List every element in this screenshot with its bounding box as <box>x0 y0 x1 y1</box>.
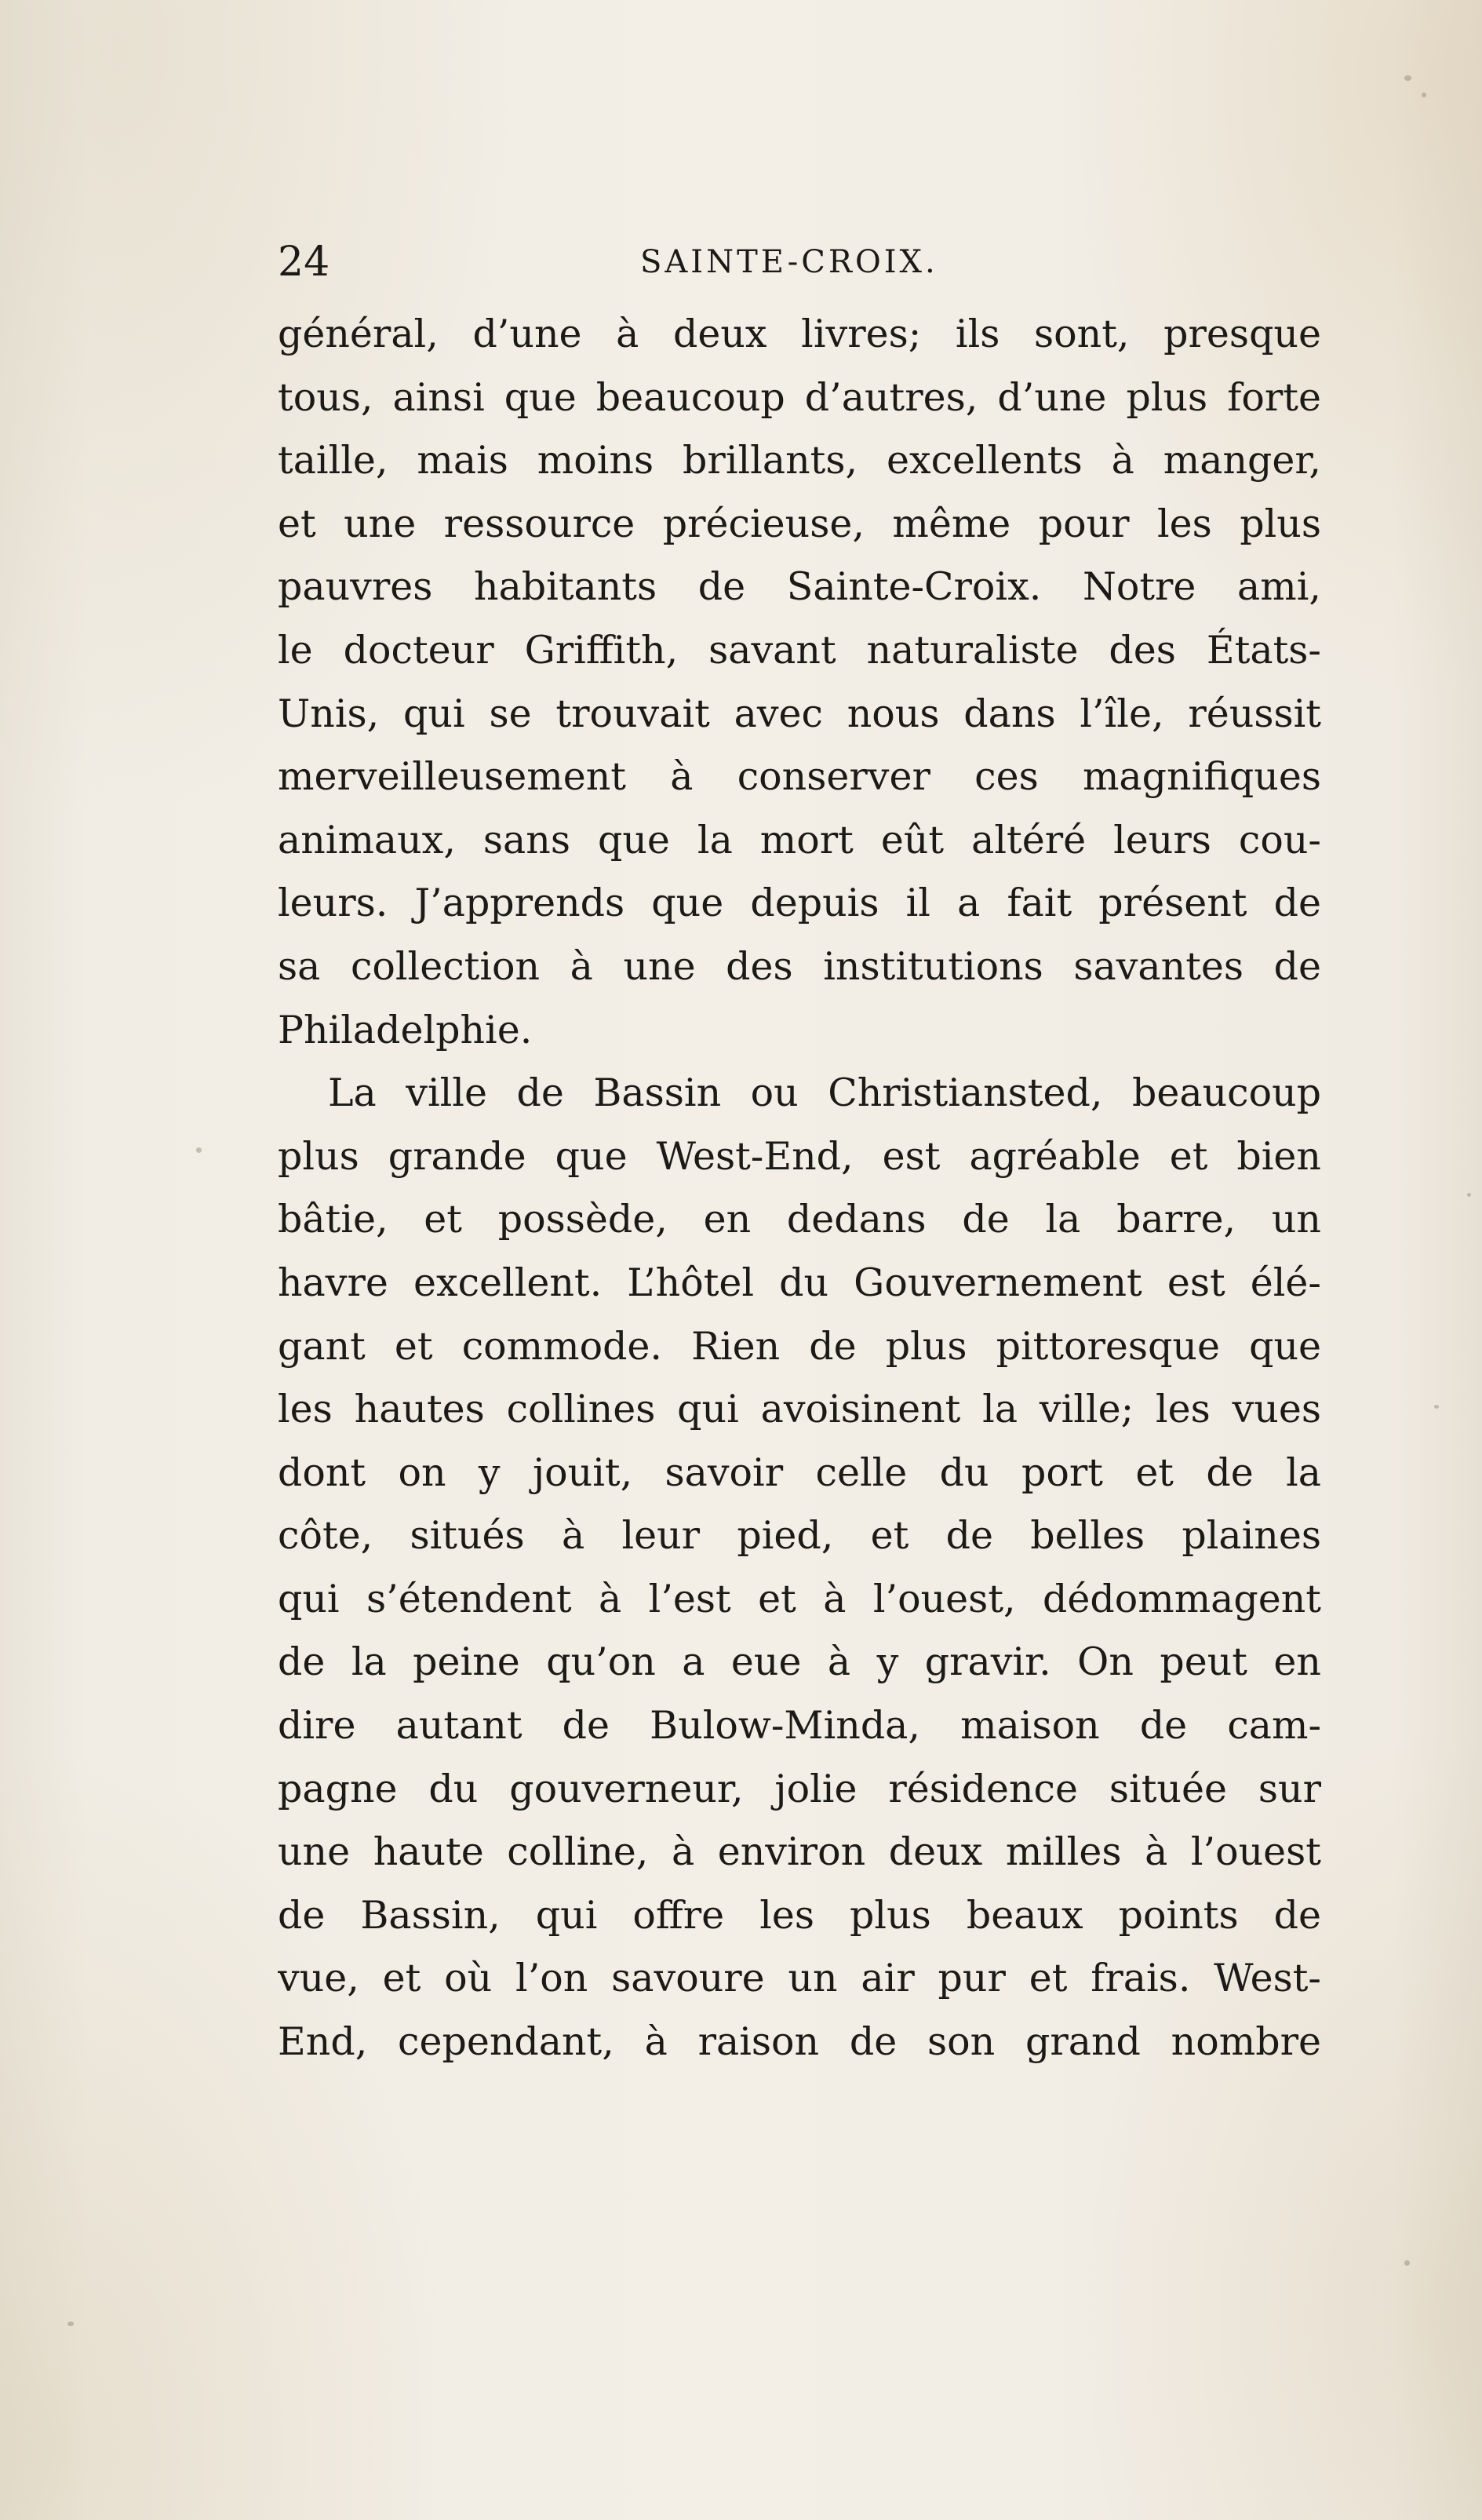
text-line: de Bassin, qui offre les plus beaux points de <box>278 1892 1321 1938</box>
text-line: vue, et où l’on savoure un air pur et frais. West- <box>278 1956 1321 2001</box>
text-line: tous, ainsi que beaucoup d’autres, d’une plus forte <box>278 374 1321 420</box>
paragraph-end-line: Philadelphie. <box>278 1007 533 1052</box>
text-line: pauvres habitants de Sainte-Croix. Notre ami, <box>278 564 1321 610</box>
text-line: plus grande que West-End, est agréable et bien <box>278 1133 1321 1179</box>
text-line: merveilleusement à conserver ces magnifiques <box>278 754 1321 800</box>
text-line: bâtie, et possède, en dedans de la barre, un <box>278 1197 1321 1242</box>
text-line: et une ressource précieuse, même pour les plus <box>278 501 1321 546</box>
running-title: SAINTE-CROIX. <box>640 244 938 280</box>
page-number: 24 <box>278 239 330 286</box>
text-line: End, cependant, à raison de son grand nombre <box>278 2019 1321 2065</box>
text-line: de la peine qu’on a eue à y gravir. On peut en <box>278 1639 1321 1685</box>
text-line: havre excellent. L’hôtel du Gouvernement est élé- <box>278 1260 1321 1305</box>
text-line: général, d’une à deux livres; ils sont, presque <box>278 312 1321 356</box>
text-line: le docteur Griffith, savant naturaliste des États- <box>278 627 1321 673</box>
body-text <box>278 303 1321 2074</box>
text-line: Unis, qui se trouvait avec nous dans l’île, réussit <box>278 691 1321 736</box>
text-line: dont on y jouit, savoir celle du port et de la <box>278 1450 1321 1495</box>
text-line: une haute colline, à environ deux milles à l’ouest <box>278 1829 1321 1875</box>
text-line: dire autant de Bulow-Minda, maison de cam- <box>278 1703 1321 1749</box>
paragraph-start-line: La ville de Bassin ou Christiansted, beaucoup <box>328 1070 1321 1116</box>
text-line: gant et commode. Rien de plus pittoresque que <box>278 1323 1321 1369</box>
text-line: pagne du gouverneur, jolie résidence située sur <box>278 1766 1321 1811</box>
text-line: taille, mais moins brillants, excellents à manger, <box>278 438 1321 483</box>
text-line: côte, situés à leur pied, et de belles plaines <box>278 1513 1321 1559</box>
text-line: les hautes collines qui avoisinent la ville; les vues <box>278 1387 1321 1432</box>
text-line: sa collection à une des institutions savantes de <box>278 943 1321 989</box>
text-line: qui s’étendent à l’est et à l’ouest, dédommagent <box>278 1576 1321 1621</box>
page-header <box>278 234 1321 290</box>
text-line: animaux, sans que la mort eût altéré leurs cou- <box>278 817 1321 862</box>
text-line: leurs. J’apprends que depuis il a fait présent de <box>278 881 1321 926</box>
